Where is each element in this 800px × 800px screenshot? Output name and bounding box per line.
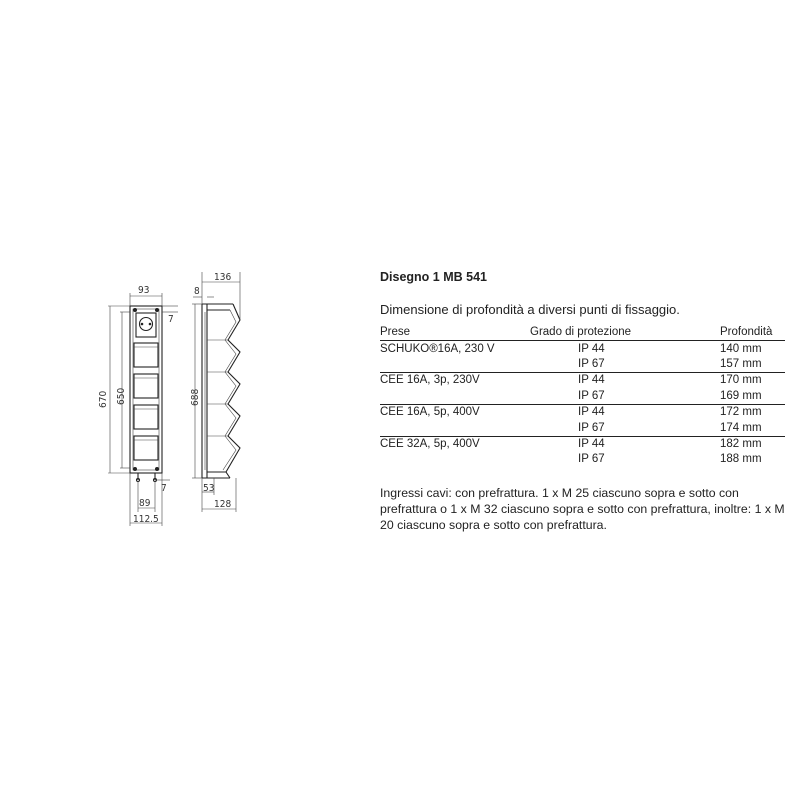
- front-top-unit: [136, 313, 156, 337]
- dim-side-offset-top: 8: [194, 286, 200, 297]
- dim-side-height: 688: [190, 388, 201, 406]
- screw-icon: [133, 308, 137, 312]
- dim-front-width-top: 93: [138, 285, 150, 296]
- cable-entry-note: Ingressi cavi: con prefrattura. 1 x M 25 ciascuno sopra e sotto con prefrattura o 1 x M 32 ciascuno sopra e sotto con prefrattura, inoltre: 1 x M 20 ciascuno sopra e sotto con prefrattura.: [380, 486, 785, 532]
- front-module-1: [134, 343, 158, 367]
- table-row: IP 67 188 mm: [578, 453, 762, 466]
- technical-drawing: [95, 262, 255, 532]
- dim-front-offset-bottom: 7: [161, 483, 167, 494]
- front-view: [98, 285, 178, 526]
- front-module-2: [134, 374, 158, 398]
- table-row: CEE 16A, 5p, 400V IP 44 172 mm: [380, 404, 785, 420]
- screw-icon: [155, 467, 159, 471]
- drawing-subtitle: Dimensione di profondità a diversi punti di fissaggio.: [380, 302, 680, 317]
- dim-side-depth-top: 136: [214, 272, 232, 283]
- table-row: CEE 32A, 5p, 400V IP 44 182 mm: [380, 436, 785, 452]
- table-row: SCHUKO®16A, 230 V IP 44 140 mm: [380, 342, 762, 355]
- table-row: IP 67 174 mm: [578, 421, 762, 434]
- depth-spec-table: [380, 325, 785, 468]
- dim-front-height-inner: 650: [116, 387, 127, 405]
- dim-side-offset-bottom: 53: [203, 483, 215, 494]
- drawing-title: Disegno 1 MB 541: [380, 270, 487, 284]
- header-grado: Grado di protezione: [528, 325, 720, 341]
- side-view: [190, 272, 240, 512]
- header-prese: Prese: [380, 325, 528, 341]
- table-row: IP 67 157 mm: [578, 357, 762, 370]
- table-row: CEE 16A, 3p, 230V IP 44 170 mm: [380, 373, 785, 389]
- table-header-row: [380, 325, 785, 341]
- screw-icon: [155, 308, 159, 312]
- dim-front-offset-top: 7: [168, 314, 174, 325]
- dim-front-width-mid: 89: [139, 498, 151, 509]
- front-module-3: [134, 405, 158, 429]
- dim-front-width-bottom: 112.5: [133, 514, 159, 525]
- dim-side-depth-bottom: 128: [214, 499, 232, 510]
- header-profondita: Profondità: [720, 325, 785, 341]
- screw-icon: [133, 467, 137, 471]
- front-module-4: [134, 436, 158, 460]
- table-row: IP 67 169 mm: [578, 389, 762, 402]
- dim-front-height-outer: 670: [98, 390, 109, 408]
